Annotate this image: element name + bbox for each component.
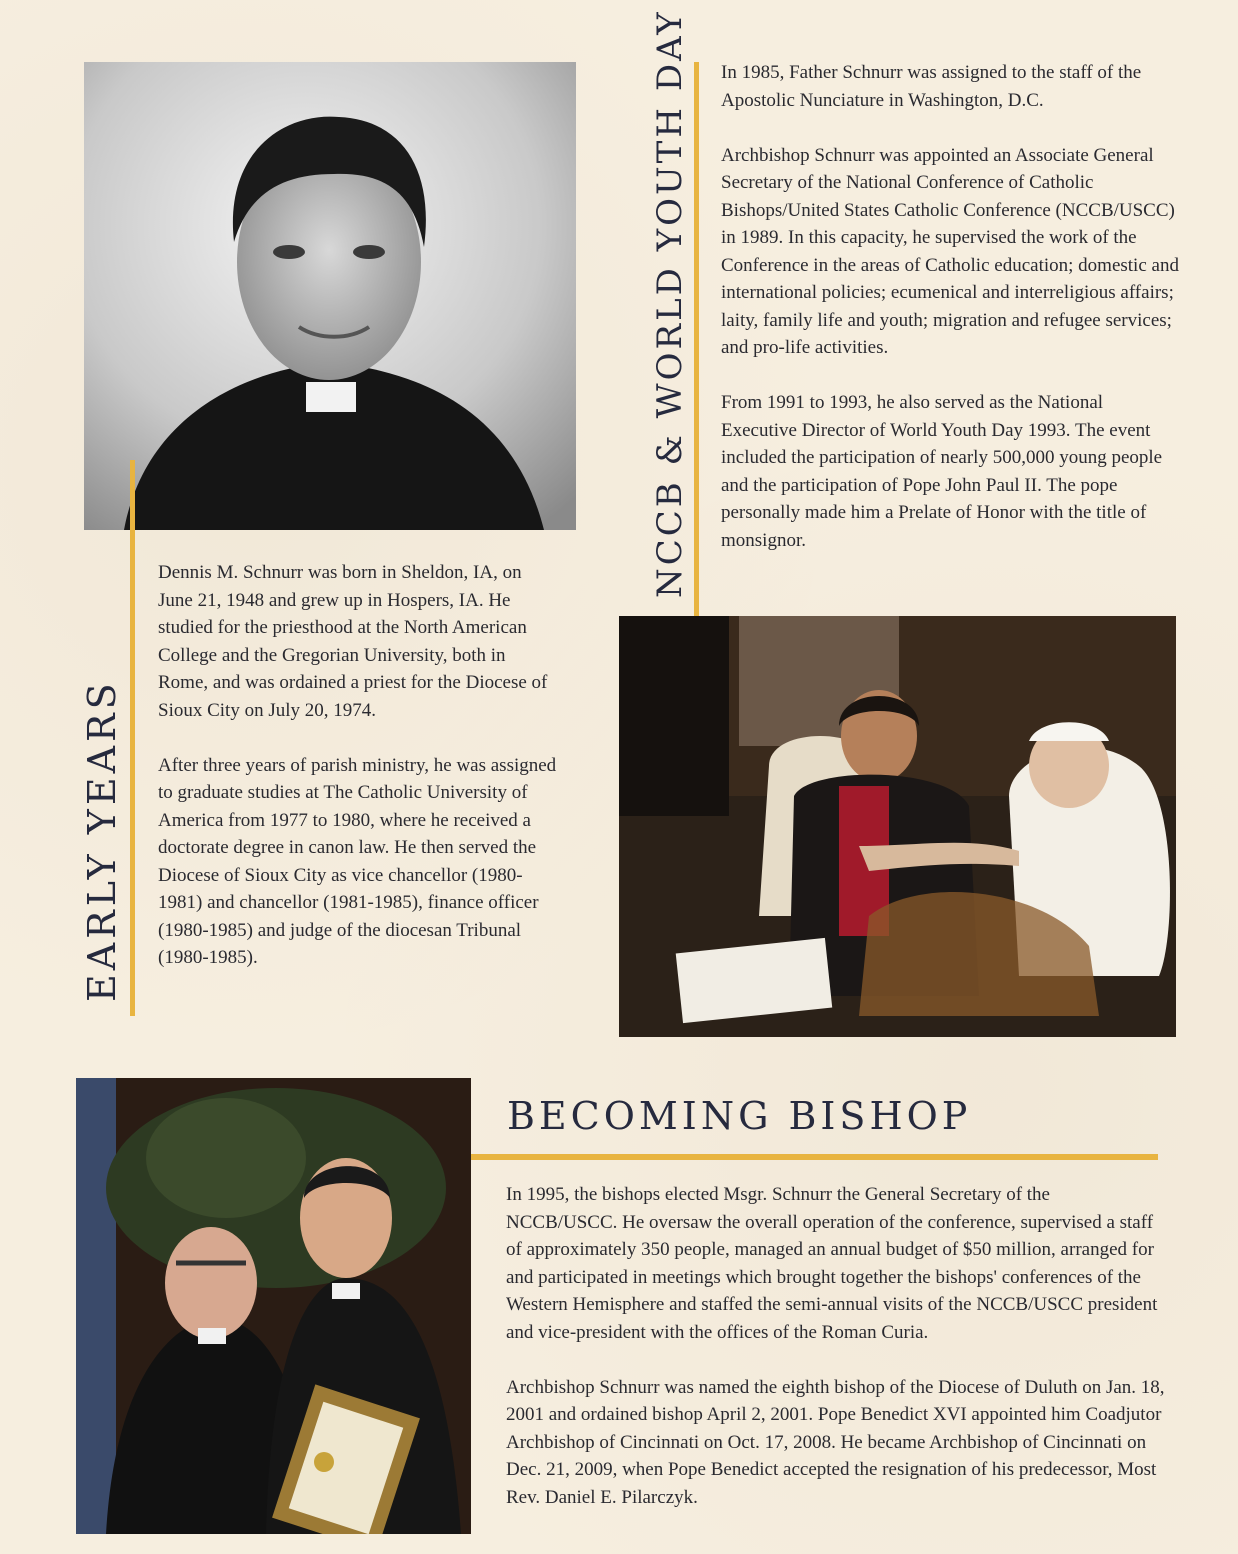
nccb-paragraph-3: From 1991 to 1993, he also served as the National Executive Director of World Youth Day 1993. The event included the participation of nearly 500,000 young people and the participation of Pope John Paul II. The pope personally made him a Prelate of Honor with the title of monsignor.: [721, 392, 1163, 551]
bishop-text: [506, 1181, 1166, 1539]
bishop-paragraph-2: Archbishop Schnurr was named the eighth bishop of the Diocese of Duluth on Jan. 18, 2001 and ordained bishop April 2, 2001. Pope Benedict XVI appointed him Coadjutor Archbishop of Cincinnati on Oct. 17, 2008. He became Archbishop of Cincinnati on Dec. 21, 2009, when Pope Benedict accepted the resignation of his predecessor, Most Rev. Daniel E. Pilarczyk.: [506, 1376, 1165, 1508]
early-years-text: [158, 559, 558, 999]
becoming-bishop-title: BECOMING BISHOP: [507, 1094, 972, 1138]
nccb-paragraph-2: Archbishop Schnurr was appointed an Associate General Secretary of the National Conference of Catholic Bishops/United States Catholic Conference (NCCB/USCC) in 1989. In this capacity, he supervised the work of the Conference in the areas of Catholic education; domestic and international policies; ecumenical and interreligious affairs; laity, family life and youth; migration and refugee services; and pro-life activities.: [721, 144, 1179, 358]
early-years-accent-bar: [130, 460, 135, 1016]
early-years-paragraph-1: Dennis M. Schnurr was born in Sheldon, IA, on June 21, 1948 and grew up in Hospers, IA. He studied for the priesthood at the North American College and the Gregorian University, both in Rome, and was ordained a priest for the Diocese of Sioux City on July 20, 1974.: [158, 562, 548, 721]
portrait-photo: [84, 62, 576, 530]
bishop-accent-bar: [420, 1154, 1158, 1160]
nccb-accent-bar: [694, 62, 699, 634]
bishop-paragraph-1: In 1995, the bishops elected Msgr. Schnurr the General Secretary of the NCCB/USCC. He oversaw the overall operation of the conference, supervised a staff of approximately 350 people, managed an annual budget of $50 million, arranged for and participated in meetings which brought together the bishops' conferences of the Western Hemisphere and staffed the semi-annual visits of the NCCB/USCC president and vice-president with the offices of the Roman Curia.: [506, 1184, 1158, 1343]
nccb-title: NCCB & WORLD YOUTH DAY: [650, 9, 690, 598]
early-years-paragraph-2: After three years of parish ministry, he was assigned to graduate studies at The Catholic University of America from 1977 to 1980, where he received a doctorate degree in canon law. He then served the Diocese of Sioux City as vice chancellor (1980-1981) and chancellor (1981-1985), finance officer (1980-1985) and judge of the diocesan Tribunal (1980-1985).: [158, 754, 557, 968]
early-years-title: EARLY YEARS: [80, 679, 124, 1002]
nccb-paragraph-1: In 1985, Father Schnurr was assigned to the staff of the Apostolic Nunciature in Washington, D.C.: [721, 62, 1142, 111]
nccb-text: [721, 59, 1179, 582]
two-clergy-photo: [76, 1078, 471, 1534]
pope-meeting-photo: [619, 616, 1176, 1037]
